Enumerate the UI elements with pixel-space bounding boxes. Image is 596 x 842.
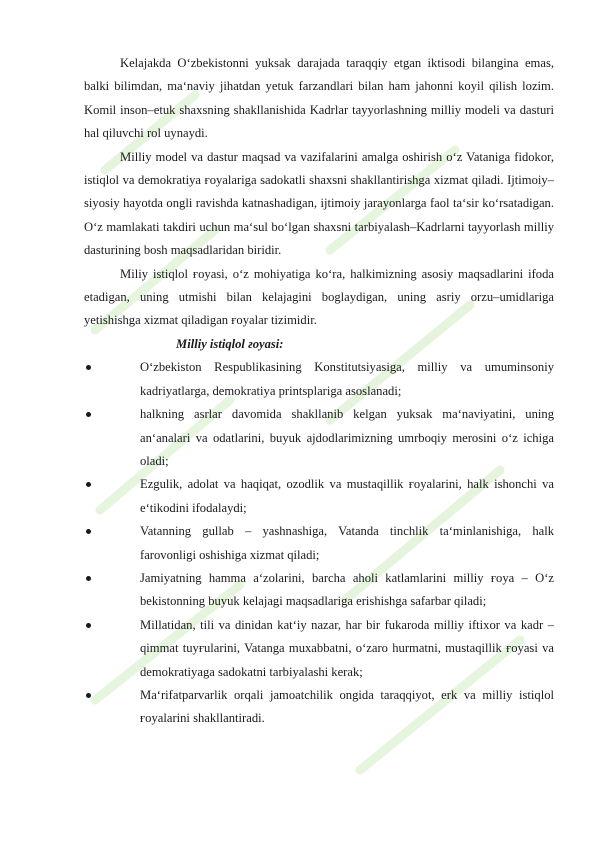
bullet-dot-icon (86, 576, 91, 581)
bullet-dot-icon (86, 623, 91, 628)
bullet-dot-icon (86, 412, 91, 417)
list-item: Jamiyatning hamma a‘zolarini, barcha aholi katlamlarini milliy ғoya – O‘z bekistonning buyuk kelajagi maqsadlariga erishishga safarbar qiladi; (84, 567, 554, 614)
paragraph-2: Milliy model va dastur maqsad va vazifalarini amalga oshirish o‘z Vataniga fidokor, istiqlol va demokratiya ғoyalariga sadokatli shaxsni shakllantirishga xizmat qiladi. Ijtimoiy–siyosiy hayotda ongli ravishda katnashadigan, ijtimoiy jarayonlarga faol ta‘sir ko‘rsatadigan. O‘z mamlakati takdiri uchun ma‘sul bo‘lgan shaxsni tarbiyalash–Kadrlarni tayyorlash milliy dasturining bosh maqsadlaridan biridir. (84, 149, 554, 258)
list-item: Ezgulik, adolat va haqiqat, ozodlik va mustaqillik ғoyalarini, halk ishonchi va e‘tikodini ifodalaydi; (84, 473, 554, 520)
section-heading: Milliy istiqlol ғoyasi: (176, 336, 284, 351)
bullet-dot-icon (86, 365, 91, 370)
bullet-dot-icon (86, 529, 91, 534)
paragraph-1: Kelajakda O‘zbekistonni yuksak darajada taraqqiy etgan iktisodi bilangina emas, balki bilimdan, ma‘naviy jihatdan yetuk farzandlari bilan ham jahonni koyil qilish lozim. Komil inson–etuk shaxsning shakllanishida Kadrlar tayyorlashning milliy modeli va dasturi hal qiluvchi rol uynaydi. (84, 56, 554, 141)
bullet-dot-icon (86, 482, 91, 487)
paragraph-3: Miliy istiqlol ғoyasi, o‘z mohiyatiga ko‘ra, halkimizning asosiy maqsadlarini ifoda etadigan, uning utmishi bilan kelajagini boglaydigan, uning asriy orzu–umidlariga yetishishga xizmat qiladigan ғoyalar tizimidir. (84, 266, 554, 328)
document-page (84, 52, 554, 731)
bullet-list (84, 356, 554, 731)
list-item: Vatanning gullab – yashnashiga, Vatanda tinchlik ta‘minlanishiga, halk farovonligi oshishiga xizmat qiladi; (84, 520, 554, 567)
list-item: halkning asrlar davomida shakllanib kelgan yuksak ma‘naviyatini, uning an‘analari va odatlarini, buyuk ajdodlarimizning umrboqiy merosini o‘z ichiga oladi; (84, 403, 554, 473)
list-item: Ma‘rifatparvarlik orqali jamoatchilik ongida taraqqiyot, erk va milliy istiqlol ғoyalarini shakllantiradi. (84, 684, 554, 731)
bullet-dot-icon (86, 693, 91, 698)
list-item: Millatidan, tili va dinidan kat‘iy nazar, har bir fukaroda milliy iftixor va kadr – qimmat tuyғularini, Vatanga muxabbatni, o‘zaro hurmatni, mustaqillik ғoyasi va demokratiyaga sadokatni tarbiyalashi kerak; (84, 614, 554, 684)
list-item: O‘zbekiston Respublikasining Konstitutsiyasiga, milliy va umuminsoniy kadriyatlarga, demokratiya printsplariga asoslanadi; (84, 356, 554, 403)
